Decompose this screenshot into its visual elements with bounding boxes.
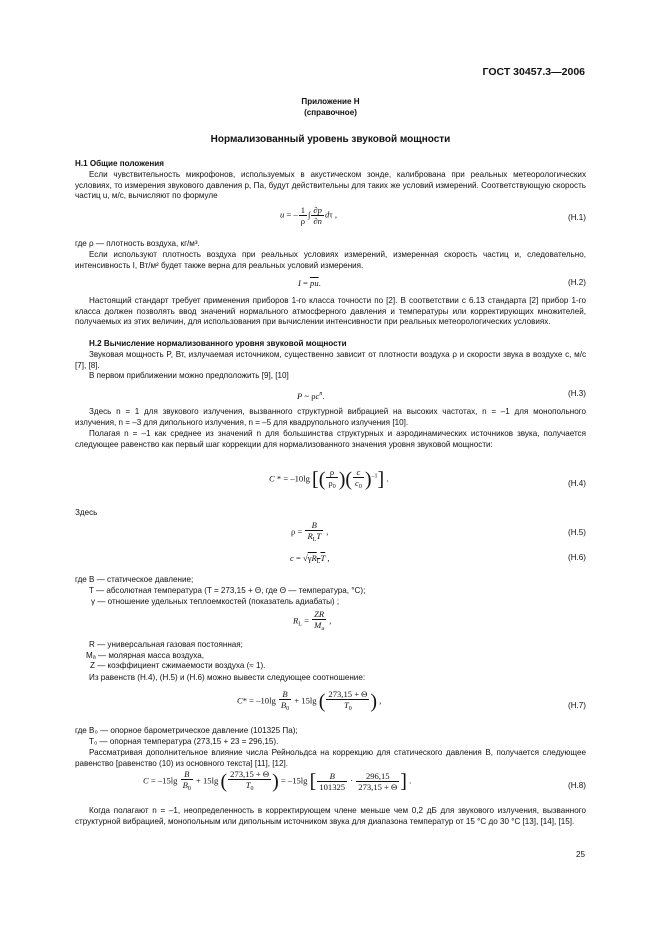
equation-h8: C = –15lg $\frac{B}{B_0}$ + 15lg ( $\frac{273,15 + \Theta}{T_0}$ ) = –15lg [ $\frac{B}{101325}$ · $\frac{296,15}{273,15 + \Theta}$ ] . [143, 769, 412, 793]
equation-h1: u = – $\frac{1}{\rho}$ ∫ $\frac{\partial p}{\partial n}$ dτ , [280, 205, 338, 226]
definition: R — универсальная газовая постоянная; [89, 640, 243, 649]
definition: Z — коэффициент сжимаемости воздуха (≈ 1). [90, 661, 266, 670]
paragraph: Из равенств (Н.4), (Н.5) и (Н.6) можно вывести следующее соотношение: [89, 673, 366, 682]
definition: T₀ — опорная температура (273,15 + 23 = 296,15). [89, 737, 279, 746]
paragraph: В первом приближении можно предположить [9], [10] [89, 371, 289, 380]
equation-h3: P ~ $\rho c^n$. [297, 391, 325, 401]
paragraph: Полагая n = –1 как среднее из значений n для большинства структурных и аэродинамических источников звука, получается следующее равенство как первый шаг коррекции для нормализованного значения уровня звуковой мощности: [75, 429, 586, 449]
equation-number: (Н.3) [568, 389, 586, 398]
definition: где B — статическое давление; [75, 575, 194, 584]
section-heading-h2: Н.2 Вычисление нормализованного уровня звуковой мощности [89, 339, 347, 348]
equation-h2: $I = \overline{pu}$. [298, 278, 321, 288]
equation-h6: $c = √\gamma R_LT$ , [290, 553, 330, 565]
paragraph: Когда полагают n = –1, неопределенность в корректирующем члене меньше чем 0,2 дБ для звукового излучения, вызванного структурной вибрацией, монопольным или дипольным источником звука для диапазона температур от 15 °С до 30 °С [13], [14], [15]. [75, 806, 586, 826]
section-heading-h1: Н.1 Общие положения [75, 159, 164, 168]
paragraph: Здесь n = 1 для звукового излучения, вызванного структурной вибрацией на высоких частотах, n = –1 для монопольного излучения, n = –3 для дипольного излучения, n = –5 для квадрупольного излучения [10]. [75, 407, 586, 427]
equation-number: (Н.1) [568, 213, 586, 222]
page-number: 25 [575, 850, 585, 859]
equation-number: (Н.6) [568, 553, 586, 562]
paragraph: Если чувствительность микрофонов, используемых в акустическом зонде, калибрована при реальных метеорологических условиях, то измерения звукового давления р, Па, будут действительны для таких же условий измерений. Соответствующую скорость частиц u, м/с, вычисляют по формуле [75, 170, 586, 201]
appendix-title: Приложение Н [301, 97, 360, 106]
paragraph: Здесь [75, 508, 98, 517]
equation-h5: ρ = $\frac{B}{R_LT}$ , [291, 520, 329, 543]
equation-number: (Н.5) [568, 528, 586, 537]
equation-rl: $R_L$ = $\frac{ZR}{M_a}$ , [293, 609, 332, 632]
equation-number: (Н.4) [568, 479, 586, 488]
appendix-subtitle: (справочное) [304, 108, 357, 117]
definition: где B₀ — опорное барометрическое давление (101325 Па); [75, 726, 298, 735]
definition: T — абсолютная температура (T = 273,15 + Θ, где Θ — температура, °С); [89, 586, 366, 595]
paragraph: Настоящий стандарт требует применения приборов 1-го класса точности по [2]. В соответствии с 6.13 стандарта [2] прибор 1-го класса должен позволять ввод значений нормального атмосферного давления и температуры или корректирующих множителей, получаемых из этих величин, для использования при вычислении интенсивности при реальных метеорологических условиях. [75, 296, 586, 327]
equation-number: (Н.7) [568, 701, 586, 710]
paragraph: Звуковая мощность P, Вт, излучаемая источником, существенно зависит от плотности воздуха ρ и скорости звука в воздухе c, м/с [7], [8]. [75, 350, 586, 370]
definition: γ — отношение удельных теплоемкостей (показатель адиабаты) ; [91, 597, 340, 606]
appendix-heading: Нормализованный уровень звуковой мощности [210, 134, 451, 145]
paragraph: Если используют плотность воздуха при реальных условиях измерений, измеренная скорость частиц и, следовательно, интенсивность I, Вт/м² будет также верна для реальных условий измерения. [75, 250, 586, 270]
equation-h7: C* = –10lg $\frac{B}{B_0}$ + 15lg ( $\frac{273,15 + \Theta}{T_0}$ ) , [237, 689, 382, 713]
paragraph: Рассматривая дополнительное влияние числа Рейнольдса на коррекцию для статического давления B, получается следующее равенство [равенство (10) из основного текста] [11], [12]. [75, 748, 586, 768]
equation-h4: C * = –10lg [( $\frac{\rho}{\rho_0}$ )( $\frac{c}{c_0}$ )$^{-1}$] . [269, 467, 389, 491]
paragraph: где ρ — плотность воздуха, кг/м³. [75, 239, 200, 248]
equation-number: (Н.8) [568, 781, 586, 790]
definition: Mₐ — молярная масса воздуха, [86, 651, 204, 660]
document-id: ГОСТ 30457.3—2006 [482, 66, 585, 78]
equation-number: (Н.2) [568, 278, 586, 287]
